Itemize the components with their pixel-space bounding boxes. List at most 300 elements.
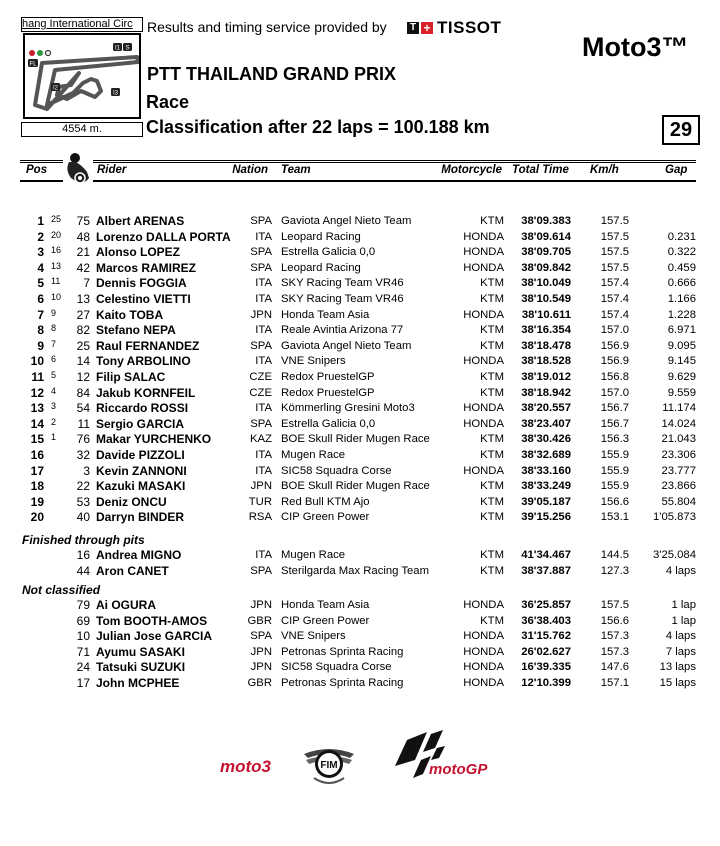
total-time: 36'25.857	[521, 599, 571, 611]
rider-number: 13	[76, 292, 90, 306]
motorcycle: KTM	[480, 433, 504, 446]
rider-name: Dennis FOGGIA	[96, 276, 187, 291]
speed-kmh: 156.8	[600, 371, 629, 383]
points: 20	[51, 229, 62, 240]
nation: TUR	[248, 495, 272, 508]
motorcycle: KTM	[480, 386, 504, 399]
points: 3	[51, 401, 57, 412]
track-map-icon	[25, 35, 139, 117]
rider-number: 21	[76, 245, 90, 260]
points: 16	[51, 245, 62, 256]
motorcycle: HONDA	[463, 645, 504, 658]
speed-kmh: 157.5	[600, 230, 629, 243]
table-row	[0, 548, 720, 564]
rider-name: Aron CANET	[96, 563, 169, 578]
total-time: 38'30.426	[521, 433, 571, 446]
motorcycle: HONDA	[463, 308, 504, 321]
footer-logos	[220, 730, 500, 795]
total-time: 38'33.160	[521, 464, 571, 477]
position: 10	[30, 354, 44, 369]
rider-name: Deniz ONCU	[96, 494, 167, 509]
provided-by-text: Results and timing service provided by	[147, 19, 387, 35]
table-row	[0, 339, 720, 355]
motorcycle: HONDA	[463, 230, 504, 243]
position: 12	[30, 385, 44, 400]
table-row	[0, 564, 720, 580]
header-divider-top	[20, 160, 696, 163]
nation: ITA	[255, 277, 272, 290]
points: 13	[51, 260, 62, 271]
classification-title: Classification after 22 laps = 100.188 km	[146, 117, 490, 137]
gap: 9.559	[667, 386, 696, 399]
tissot-logo	[407, 18, 501, 38]
rider-number: 40	[76, 510, 90, 525]
points: 5	[51, 370, 57, 380]
rider-name: Kaito TOBA	[96, 307, 164, 322]
speed-kmh: 155.9	[600, 480, 629, 493]
nation: ITA	[255, 464, 272, 477]
rider-number: 44	[76, 563, 90, 578]
gap: 1.166	[667, 293, 696, 305]
table-row	[0, 245, 720, 261]
points: 11	[51, 276, 61, 287]
rider-name: Tony ARBOLINO	[96, 354, 191, 369]
team: Redox PruestelGP	[281, 386, 375, 399]
table-row	[0, 676, 720, 692]
gap: 15 laps	[659, 677, 696, 689]
position: 18	[30, 479, 44, 494]
gap: 7 laps	[665, 645, 696, 658]
nation: ITA	[255, 355, 272, 368]
nation: ITA	[255, 449, 272, 461]
total-time: 38'18.942	[521, 386, 571, 399]
moto3-logo	[220, 757, 272, 776]
position: 1	[37, 214, 44, 228]
motorcycle: HONDA	[463, 246, 504, 259]
total-time: 38'09.383	[521, 215, 571, 227]
motorcycle: KTM	[480, 511, 504, 524]
table-row	[0, 510, 720, 526]
nation: ITA	[255, 230, 272, 243]
motorcycle: KTM	[480, 339, 504, 352]
rider-name: Celestino VIETTI	[96, 292, 191, 306]
position: 17	[30, 463, 44, 478]
points: 9	[51, 307, 57, 318]
gap: 6.971	[667, 324, 696, 337]
speed-kmh: 157.0	[600, 386, 629, 399]
rider-number: 3	[83, 463, 90, 478]
team: SKY Racing Team VR46	[281, 277, 404, 290]
tissot-t-icon: T	[407, 22, 419, 34]
nation: CZE	[249, 371, 272, 383]
total-time: 38'10.049	[521, 277, 571, 290]
nation: GBR	[247, 677, 272, 689]
gap: 1 lap	[671, 614, 696, 627]
svg-text:motoGP: motoGP	[429, 761, 488, 778]
nation: CZE	[249, 386, 272, 399]
rider-name: John MCPHEE	[96, 676, 180, 690]
checkered-flag-icon	[46, 51, 51, 56]
rider-number: 75	[76, 214, 90, 228]
speed-kmh: 153.1	[600, 511, 629, 524]
nation: SPA	[250, 261, 272, 274]
rider-name: Albert ARENAS	[96, 214, 185, 228]
gap: 21.043	[661, 433, 696, 446]
total-time: 41'34.467	[521, 549, 571, 561]
nation: SPA	[250, 215, 272, 227]
table-row	[0, 292, 720, 308]
marker-i3: I3	[112, 90, 119, 97]
gap: 9.095	[667, 339, 696, 352]
motorcycle: KTM	[480, 564, 504, 577]
rider-number: 16	[76, 548, 90, 562]
rider-name: Makar YURCHENKO	[96, 432, 212, 447]
gap: 23.777	[661, 464, 696, 477]
motorcycle: HONDA	[463, 599, 504, 611]
rider-name: Raul FERNANDEZ	[96, 338, 200, 353]
rider-number: 76	[76, 432, 90, 447]
speed-kmh: 156.9	[600, 355, 629, 368]
rider-name: Marcos RAMIREZ	[96, 260, 197, 275]
speed-kmh: 157.5	[600, 599, 629, 611]
gap: 13 laps	[659, 661, 696, 674]
total-time: 38'10.549	[521, 293, 571, 305]
points: 7	[51, 338, 57, 349]
rider-number: 24	[76, 660, 90, 675]
fim-logo	[304, 749, 354, 783]
svg-text:moto3: moto3	[220, 757, 271, 776]
nation: ITA	[255, 324, 272, 337]
col-total-time: Total Time	[512, 164, 569, 176]
gap: 0.231	[667, 230, 696, 243]
motorcycle: KTM	[480, 449, 504, 461]
position: 9	[37, 338, 44, 353]
rider-number: 27	[76, 307, 90, 322]
total-time: 38'09.614	[521, 230, 571, 243]
total-time: 26'02.627	[521, 645, 571, 658]
team: Gaviota Angel Nieto Team	[281, 339, 412, 352]
gap: 0.666	[667, 277, 696, 290]
rider-name: Lorenzo DALLA PORTA	[96, 229, 231, 244]
motorcycle: HONDA	[463, 661, 504, 674]
speed-kmh: 156.6	[600, 495, 629, 508]
points: 10	[51, 292, 62, 302]
team: CIP Green Power	[281, 511, 370, 524]
total-time: 38'18.478	[521, 339, 571, 352]
rider-name: Kevin ZANNONI	[96, 463, 187, 478]
position: 7	[37, 307, 44, 322]
rider-number: 69	[76, 613, 90, 628]
speed-kmh: 157.4	[600, 308, 629, 321]
table-row	[0, 323, 720, 339]
speed-kmh: 157.1	[600, 677, 629, 689]
rider-name: Julian Jose GARCIA	[96, 629, 213, 644]
total-time: 39'15.256	[521, 511, 571, 524]
nation: JPN	[250, 661, 272, 674]
team: BOE Skull Rider Mugen Race	[281, 433, 430, 446]
points: 6	[51, 354, 57, 365]
table-row	[0, 386, 720, 402]
rider-number: 84	[76, 385, 90, 400]
points: 25	[51, 214, 62, 224]
motorcycle: HONDA	[463, 677, 504, 689]
marker-i2: I2	[52, 85, 59, 92]
rider-name: Ai OGURA	[96, 598, 156, 612]
speed-kmh: 156.6	[600, 614, 629, 627]
team: BOE Skull Rider Mugen Race	[281, 480, 430, 493]
rider-number: 22	[76, 479, 90, 494]
total-time: 38'33.249	[521, 480, 571, 493]
team: Honda Team Asia	[281, 308, 370, 321]
total-time: 38'37.887	[521, 564, 571, 577]
rider-number: 25	[76, 338, 90, 353]
table-row	[0, 495, 720, 511]
position: 4	[37, 260, 44, 275]
col-nation: Nation	[232, 164, 268, 176]
table-row	[0, 354, 720, 370]
gap: 4 laps	[665, 630, 696, 643]
team: Honda Team Asia	[281, 599, 370, 611]
total-time: 36'38.403	[521, 614, 571, 627]
table-row	[0, 230, 720, 246]
rider-name: Sergio GARCIA	[96, 416, 185, 431]
position: 6	[37, 292, 44, 306]
speed-kmh: 157.3	[600, 630, 629, 643]
header-divider-bottom	[20, 180, 696, 182]
gap: 0.459	[667, 261, 696, 274]
rider-name: Andrea MIGNO	[96, 548, 182, 562]
motorcycle: KTM	[480, 293, 504, 305]
nation: ITA	[255, 549, 272, 561]
motorcycle: KTM	[480, 277, 504, 290]
total-time: 38'09.842	[521, 261, 571, 274]
team: Leopard Racing	[281, 261, 361, 274]
class-name: Moto3™	[582, 32, 689, 62]
track-map	[23, 33, 141, 119]
svg-text:FIM: FIM	[320, 760, 338, 771]
motorcycle: HONDA	[463, 464, 504, 477]
rider-name: Kazuki MASAKI	[96, 479, 186, 494]
position: 11	[31, 370, 44, 384]
position: 13	[30, 401, 44, 416]
speed-kmh: 157.5	[600, 261, 629, 274]
gap: 11.174	[662, 402, 696, 415]
nation: JPN	[250, 480, 272, 493]
position: 2	[37, 229, 44, 244]
total-time: 38'19.012	[521, 371, 571, 383]
rider-number: 54	[76, 401, 90, 416]
nation: ITA	[255, 293, 272, 305]
rider-number: 32	[76, 448, 90, 462]
col-motorcycle: Motorcycle	[441, 164, 502, 176]
rider-number: 42	[76, 260, 90, 275]
table-row	[0, 614, 720, 630]
gap: 1 lap	[671, 599, 696, 611]
motorcycle: HONDA	[463, 355, 504, 368]
team: Kömmerling Gresini Moto3	[281, 402, 415, 415]
total-time: 16'39.335	[521, 661, 571, 674]
team: Mugen Race	[281, 449, 346, 461]
rider-name: Tatsuki SUZUKI	[96, 660, 186, 675]
points: 8	[51, 323, 57, 334]
position: 3	[37, 245, 44, 260]
rider-number: 79	[76, 598, 90, 612]
team: Petronas Sprinta Racing	[281, 645, 404, 658]
table-row	[0, 417, 720, 433]
nation: SPA	[250, 417, 272, 430]
nation: ITA	[255, 402, 272, 415]
total-time: 38'20.557	[521, 402, 571, 415]
total-time: 38'18.528	[521, 355, 571, 368]
section-not-classified: Not classified	[22, 583, 101, 597]
team: Estrella Galicia 0,0	[281, 417, 376, 430]
page-number: 29	[662, 115, 700, 145]
motorcycle: HONDA	[463, 417, 504, 430]
section-finished-through-pits: Finished through pits	[22, 533, 145, 547]
gap: 9.629	[667, 371, 696, 383]
motorcycle: KTM	[480, 371, 504, 383]
table-row	[0, 464, 720, 480]
motorcycle: KTM	[480, 495, 504, 508]
total-time: 38'23.407	[521, 417, 571, 430]
swiss-cross-icon: +	[421, 22, 433, 34]
table-row	[0, 479, 720, 495]
nation: SPA	[250, 630, 272, 643]
team: Estrella Galicia 0,0	[281, 246, 376, 259]
green-light-icon	[37, 50, 43, 56]
nation: SPA	[250, 339, 272, 352]
nation: SPA	[250, 246, 272, 259]
team: Redox PruestelGP	[281, 371, 375, 383]
motorcycle: KTM	[480, 614, 504, 627]
team: SKY Racing Team VR46	[281, 293, 404, 305]
team: Mugen Race	[281, 549, 346, 561]
table-row	[0, 629, 720, 645]
total-time: 38'09.705	[521, 246, 571, 259]
speed-kmh: 155.9	[600, 449, 629, 461]
table-row	[0, 308, 720, 324]
marker-s: S	[125, 45, 130, 52]
rider-name: Darryn BINDER	[96, 510, 185, 525]
event-title: PTT THAILAND GRAND PRIX	[147, 64, 396, 84]
rider-number: 71	[76, 644, 90, 659]
position: 16	[30, 448, 44, 462]
rider-name: Jakub KORNFEIL	[96, 385, 196, 400]
speed-kmh: 157.5	[600, 246, 629, 259]
total-time: 12'10.399	[521, 677, 571, 689]
speed-kmh: 156.9	[600, 339, 629, 352]
table-row	[0, 370, 720, 386]
rider-icon	[63, 152, 93, 186]
circuit-name: hang International Circ	[21, 17, 143, 32]
speed-kmh: 156.7	[600, 417, 629, 430]
gap: 3'25.084	[653, 549, 696, 561]
table-row	[0, 401, 720, 417]
rider-name: Tom BOOTH-AMOS	[96, 613, 208, 628]
col-rider: Rider	[97, 164, 127, 176]
motorcycle: HONDA	[463, 630, 504, 643]
speed-kmh: 144.5	[600, 549, 629, 561]
speed-kmh: 147.6	[600, 661, 629, 674]
team: VNE Snipers	[281, 355, 346, 368]
team: Sterilgarda Max Racing Team	[281, 564, 429, 577]
team: VNE Snipers	[281, 630, 346, 643]
total-time: 38'16.354	[521, 324, 571, 337]
speed-kmh: 155.9	[600, 464, 629, 477]
points: 2	[51, 416, 57, 427]
team: Reale Avintia Arizona 77	[281, 324, 404, 337]
gap: 0.322	[667, 246, 696, 259]
speed-kmh: 157.4	[600, 277, 629, 290]
rider-number: 17	[76, 676, 90, 690]
position: 20	[30, 510, 44, 525]
marker-i1: I1	[114, 45, 121, 52]
speed-kmh: 157.0	[600, 324, 629, 337]
position: 8	[37, 323, 44, 338]
rider-number: 12	[76, 370, 90, 384]
rider-name: Davide PIZZOLI	[96, 448, 185, 462]
speed-kmh: 156.7	[600, 402, 629, 415]
table-row	[0, 261, 720, 277]
rider-number: 10	[76, 629, 90, 644]
nation: JPN	[250, 645, 272, 658]
speed-kmh: 156.3	[600, 433, 629, 446]
motorcycle: KTM	[480, 549, 504, 561]
col-kmh: Km/h	[590, 164, 619, 176]
rider-name: Filip SALAC	[96, 370, 166, 384]
motogp-logo	[395, 730, 488, 778]
table-row	[0, 276, 720, 292]
nation: GBR	[247, 614, 272, 627]
position: 14	[30, 416, 44, 431]
total-time: 38'32.689	[521, 449, 571, 461]
speed-kmh: 157.3	[600, 645, 629, 658]
gap: 1.228	[667, 308, 696, 321]
motorcycle: KTM	[480, 215, 504, 227]
nation: RSA	[248, 511, 272, 524]
col-gap: Gap	[665, 164, 688, 176]
nation: SPA	[250, 564, 272, 577]
speed-kmh: 157.5	[600, 215, 629, 227]
col-team: Team	[281, 164, 311, 176]
gap: 1'05.873	[653, 511, 696, 524]
team: Leopard Racing	[281, 230, 361, 243]
motorcycle: KTM	[480, 480, 504, 493]
motorcycle: HONDA	[463, 261, 504, 274]
rider-name: Alonso LOPEZ	[96, 245, 180, 260]
nation: JPN	[250, 599, 272, 611]
table-row	[0, 432, 720, 448]
gap: 23.866	[661, 480, 696, 493]
gap: 9.145	[667, 355, 696, 368]
gap: 55.804	[661, 495, 696, 508]
position: 19	[30, 494, 44, 509]
total-time: 38'10.611	[521, 308, 571, 321]
gap: 23.306	[661, 449, 696, 461]
rider-name: Ayumu SASAKI	[96, 644, 185, 659]
position: 15	[30, 432, 44, 447]
motorcycle: KTM	[480, 324, 504, 337]
gap: 14.024	[661, 417, 696, 430]
rider-number: 53	[76, 494, 90, 509]
points: 4	[51, 385, 57, 396]
table-row	[0, 660, 720, 676]
rider-number: 48	[76, 229, 90, 244]
rider-number: 7	[83, 276, 90, 291]
sponsor-name: TISSOT	[437, 18, 502, 37]
gap: 4 laps	[665, 564, 696, 577]
red-light-icon	[29, 50, 35, 56]
